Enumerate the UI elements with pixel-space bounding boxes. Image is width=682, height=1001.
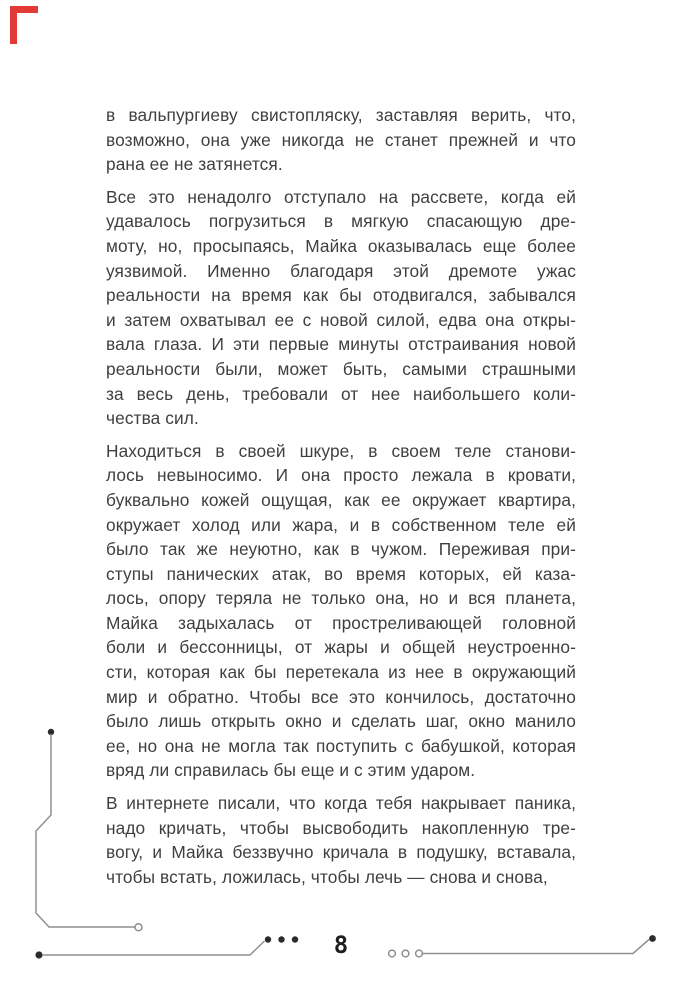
text-line: было так же неуютно, как в чужом. Переживая при- xyxy=(106,539,576,560)
node-dot-icon xyxy=(265,936,271,942)
text-line: удавалось погрузиться в мягкую спасающую дре- xyxy=(106,211,576,232)
node-ring-icon xyxy=(135,924,142,931)
node-dot-icon xyxy=(35,951,42,958)
text-block xyxy=(106,103,576,897)
text-line: в вальпургиеву свистопляску, заставляя верить, что, xyxy=(106,105,576,125)
trace-line xyxy=(423,940,650,954)
text-line: реальности были, может быть, самыми страшными xyxy=(106,358,576,379)
text-line: реальности на время как бы отодвигался, забывался xyxy=(106,285,576,306)
text-line: сти, которая как бы перетекала из нее в окружающий xyxy=(106,662,576,683)
trace-line xyxy=(42,941,265,955)
text-line: буквально кожей ощущая, как ее окружает квартира, xyxy=(106,489,576,510)
node-ring-icon xyxy=(389,950,396,957)
text-line: вогу, и Майка беззвучно кричала в подушку, вставала, xyxy=(106,842,576,863)
text-line: Все это ненадолго отступало на рассвете, когда ей xyxy=(106,186,576,207)
text-line: чтобы встать, ложилась, чтобы лечь — снова и снова, xyxy=(106,866,548,887)
red-corner-bracket-icon xyxy=(10,6,38,44)
paragraph xyxy=(106,791,576,889)
text-line: боли и бессонницы, от жары и общей неустроенно- xyxy=(106,637,576,658)
text-line: чества сил. xyxy=(106,408,199,429)
paragraph xyxy=(106,439,576,783)
text-line: уязвимой. Именно благодаря этой дремоте ужас xyxy=(106,260,576,281)
text-line: ступы панических атак, во время которых, ей каза- xyxy=(106,563,576,584)
node-ring-icon xyxy=(402,950,409,957)
node-dot-icon xyxy=(292,936,298,942)
text-line: моту, но, просыпаясь, Майка оказывалась еще более xyxy=(106,235,576,256)
text-line: рана ее не затянется. xyxy=(106,154,283,175)
text-line: надо кричать, чтобы высвободить накопленную тре- xyxy=(106,817,576,838)
page-number: 8 xyxy=(333,931,349,959)
text-line: за весь день, требовали от нее наибольшего коли- xyxy=(106,383,576,404)
text-line: окружает холод или жара, и в собственном теле ей xyxy=(106,514,576,535)
node-dot-icon xyxy=(48,729,54,735)
text-line: мир и обратно. Чтобы все это кончилось, достаточно xyxy=(106,686,576,707)
text-line: Находиться в своей шкуре, в своем теле станови- xyxy=(106,440,576,461)
text-line: было лишь открыть окно и сделать шаг, окно манило xyxy=(106,711,576,732)
text-line: лось невыносимо. И она просто лежала в кровати, xyxy=(106,465,576,486)
circuit-trace-bottom-right-icon xyxy=(389,935,656,957)
text-line: ее, но она не могла так поступить с бабушкой, которая xyxy=(106,735,576,756)
node-dot-icon xyxy=(649,935,656,942)
text-line: и затем охватывал ее с новой силой, едва она откры- xyxy=(106,309,576,330)
text-line: вала глаза. И эти первые минуты отстраивания новой xyxy=(106,334,576,355)
text-line: лось, опору теряла не только она, но и вся планета, xyxy=(106,588,576,609)
node-dot-icon xyxy=(278,936,284,942)
text-line: возможно, она уже никогда не станет прежней и что xyxy=(106,129,576,150)
circuit-trace-bottom-left-icon xyxy=(35,936,298,958)
node-ring-icon xyxy=(416,950,423,957)
paragraph xyxy=(106,103,576,177)
text-line: вряд ли справилась бы еще и с этим ударом. xyxy=(106,760,476,781)
text-line: Майка задыхалась от простреливающей головной xyxy=(106,612,576,633)
text-line: В интернете писали, что когда тебя накрывает паника, xyxy=(106,793,576,814)
paragraph xyxy=(106,185,576,431)
